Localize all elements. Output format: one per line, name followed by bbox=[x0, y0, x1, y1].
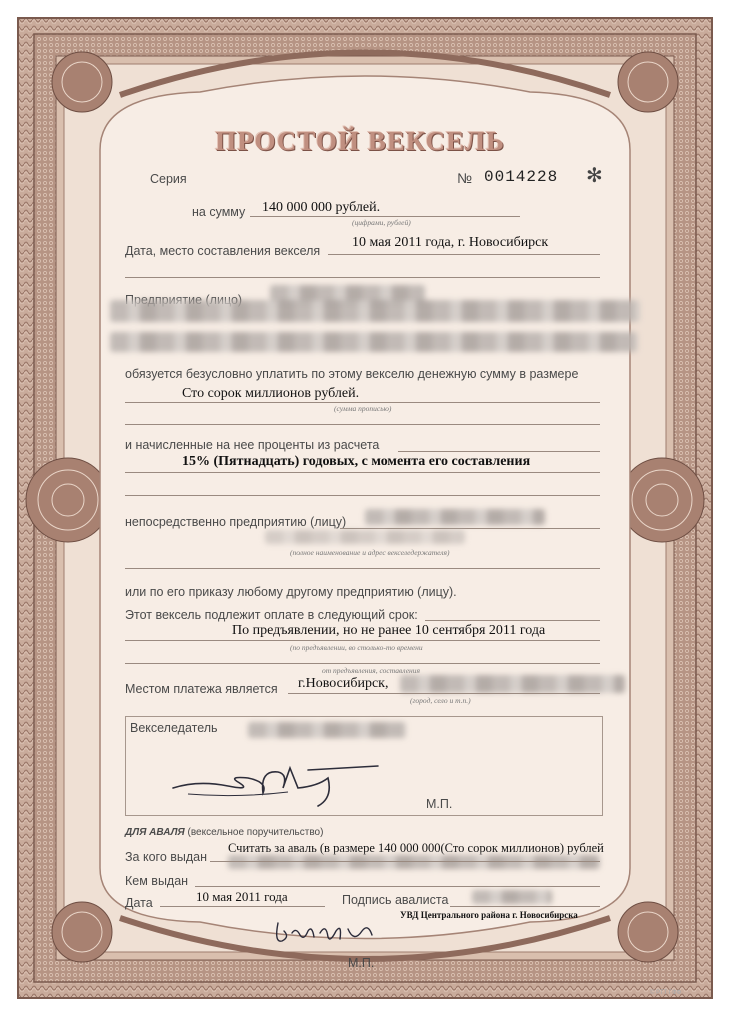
redacted-enterprise-line2 bbox=[110, 300, 640, 322]
place-hint: (город, село и т.п.) bbox=[410, 696, 471, 705]
aval-date-label: Дата bbox=[125, 896, 153, 910]
amount-hint: (сумма прописью) bbox=[334, 404, 392, 413]
term-hint-2: от предъявления, составления bbox=[322, 666, 420, 675]
redacted-place bbox=[400, 675, 625, 693]
payee-label: непосредственно предприятию (лицу) bbox=[125, 515, 347, 529]
star-icon: ✻ bbox=[586, 165, 603, 187]
redacted-aval-signature bbox=[472, 890, 552, 904]
for-whom-label: За кого выдан bbox=[125, 850, 208, 864]
term-hint: (по предъявлении, во столько-то времени bbox=[290, 643, 423, 652]
redacted-payee-line2 bbox=[265, 530, 465, 544]
redacted-for-whom bbox=[228, 855, 600, 869]
document-title: ПРОСТОЙ ВЕКСЕЛЬ bbox=[215, 126, 505, 156]
aval-title: ДЛЯ АВАЛЯ bbox=[125, 827, 185, 838]
aval-subtitle: (вексельное поручительство) bbox=[187, 827, 324, 838]
term-value: По предъявлении, но не ранее 10 сентября 2011 года bbox=[232, 623, 546, 638]
issued-by-label: Кем выдан bbox=[125, 874, 189, 888]
date-value: 10 мая 2011 года, г. Новосибирск bbox=[352, 235, 549, 250]
sum-hint: (цифрами, рублей) bbox=[352, 218, 411, 227]
stamp-place-1: М.П. bbox=[426, 797, 453, 811]
aval-date-value: 10 мая 2011 года bbox=[196, 889, 288, 904]
amount-words: Сто сорок миллионов рублей. bbox=[182, 386, 360, 401]
payee-hint: (полное наименование и адрес векселедержателя) bbox=[290, 548, 450, 557]
sum-value: 140 000 000 рублей. bbox=[262, 200, 381, 215]
series-label: Серия bbox=[150, 172, 187, 186]
date-label: Дата, место составления векселя bbox=[125, 244, 321, 258]
drawer-label: Векселедатель bbox=[130, 721, 218, 735]
interest-value: 15% (Пятнадцать) годовых, с момента его составления bbox=[182, 454, 531, 469]
serial-number: 0014228 bbox=[484, 168, 559, 186]
interest-label: и начисленные на нее проценты из расчета bbox=[125, 438, 380, 452]
redacted-drawer bbox=[248, 722, 406, 738]
number-label: № bbox=[457, 170, 473, 186]
place-value: г.Новосибирск, bbox=[298, 676, 389, 691]
obligation-text: обязуется безусловно уплатить по этому векселю денежную сумму в размере bbox=[125, 367, 579, 381]
stamp-place-2: М.П. bbox=[348, 956, 375, 970]
aval-text: Считать за аваль (в размере 140 000 000(Сто сорок миллионов) рублей bbox=[228, 841, 604, 855]
redacted-enterprise-line3 bbox=[110, 332, 638, 352]
aval-organization: УВД Центрального района г. Новосибирска bbox=[400, 910, 578, 920]
place-label: Местом платежа является bbox=[125, 682, 278, 696]
drawer-signature bbox=[168, 758, 388, 813]
aval-signature-label: Подпись авалиста bbox=[342, 893, 449, 907]
printer-mark: © РТТ ГФФ bbox=[650, 990, 682, 996]
aval-signature bbox=[270, 913, 380, 953]
term-label: Этот вексель подлежит оплате в следующий срок: bbox=[125, 608, 418, 622]
aval-label bbox=[125, 827, 323, 838]
redacted-payee bbox=[365, 509, 545, 525]
order-text: или по его приказу любому другому предприятию (лицу). bbox=[125, 585, 457, 599]
sum-label: на сумму bbox=[192, 205, 246, 219]
